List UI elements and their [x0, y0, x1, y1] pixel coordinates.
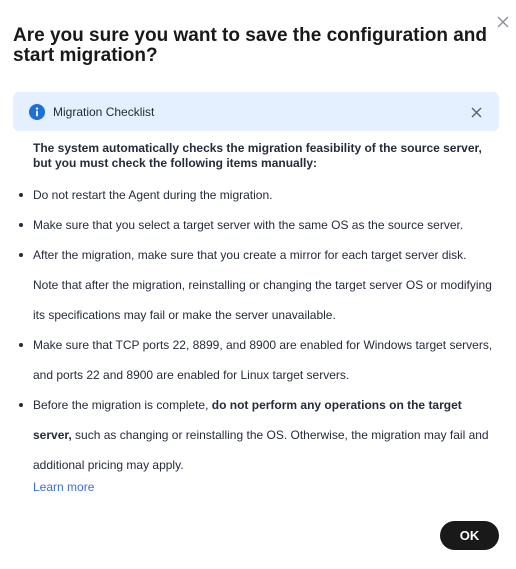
- list-item: [33, 390, 495, 480]
- list-item: Do not restart the Agent during the migration.: [33, 180, 495, 210]
- list-item-text: such as changing or reinstalling the OS. Otherwise, the migration may fail and additional pricing may apply.: [33, 428, 489, 472]
- list-item-emphasis: do not perform any operations on the target server,: [33, 398, 462, 442]
- close-icon: [497, 16, 509, 28]
- alert-close-button[interactable]: [468, 104, 484, 120]
- migration-checklist-alert: [13, 92, 499, 131]
- list-item-text: Before the migration is complete,: [33, 398, 212, 412]
- checklist: [33, 180, 495, 480]
- list-item: Make sure that TCP ports 22, 8899, and 8900 are enabled for Windows target servers, and ports 22 and 8900 are enabled for Linux target servers.: [33, 330, 495, 390]
- ok-button[interactable]: OK: [440, 521, 499, 550]
- list-item: Make sure that you select a target server with the same OS as the source server.: [33, 210, 495, 240]
- checklist-intro: The system automatically checks the migration feasibility of the source server, but you must check the following items manually:: [33, 141, 482, 170]
- list-item: After the migration, make sure that you create a mirror for each target server disk. Note that after the migration, reinstalling or changing the target server OS or modifying its specifications may fail or make the server unavailable.: [33, 240, 495, 330]
- dialog-title: Are you sure you want to save the configuration and start migration?: [13, 25, 488, 66]
- dialog-close-button[interactable]: [494, 13, 512, 31]
- alert-title: Migration Checklist: [53, 105, 155, 119]
- close-icon: [471, 107, 482, 118]
- info-icon: [29, 104, 45, 120]
- learn-more-link[interactable]: Learn more: [33, 480, 95, 494]
